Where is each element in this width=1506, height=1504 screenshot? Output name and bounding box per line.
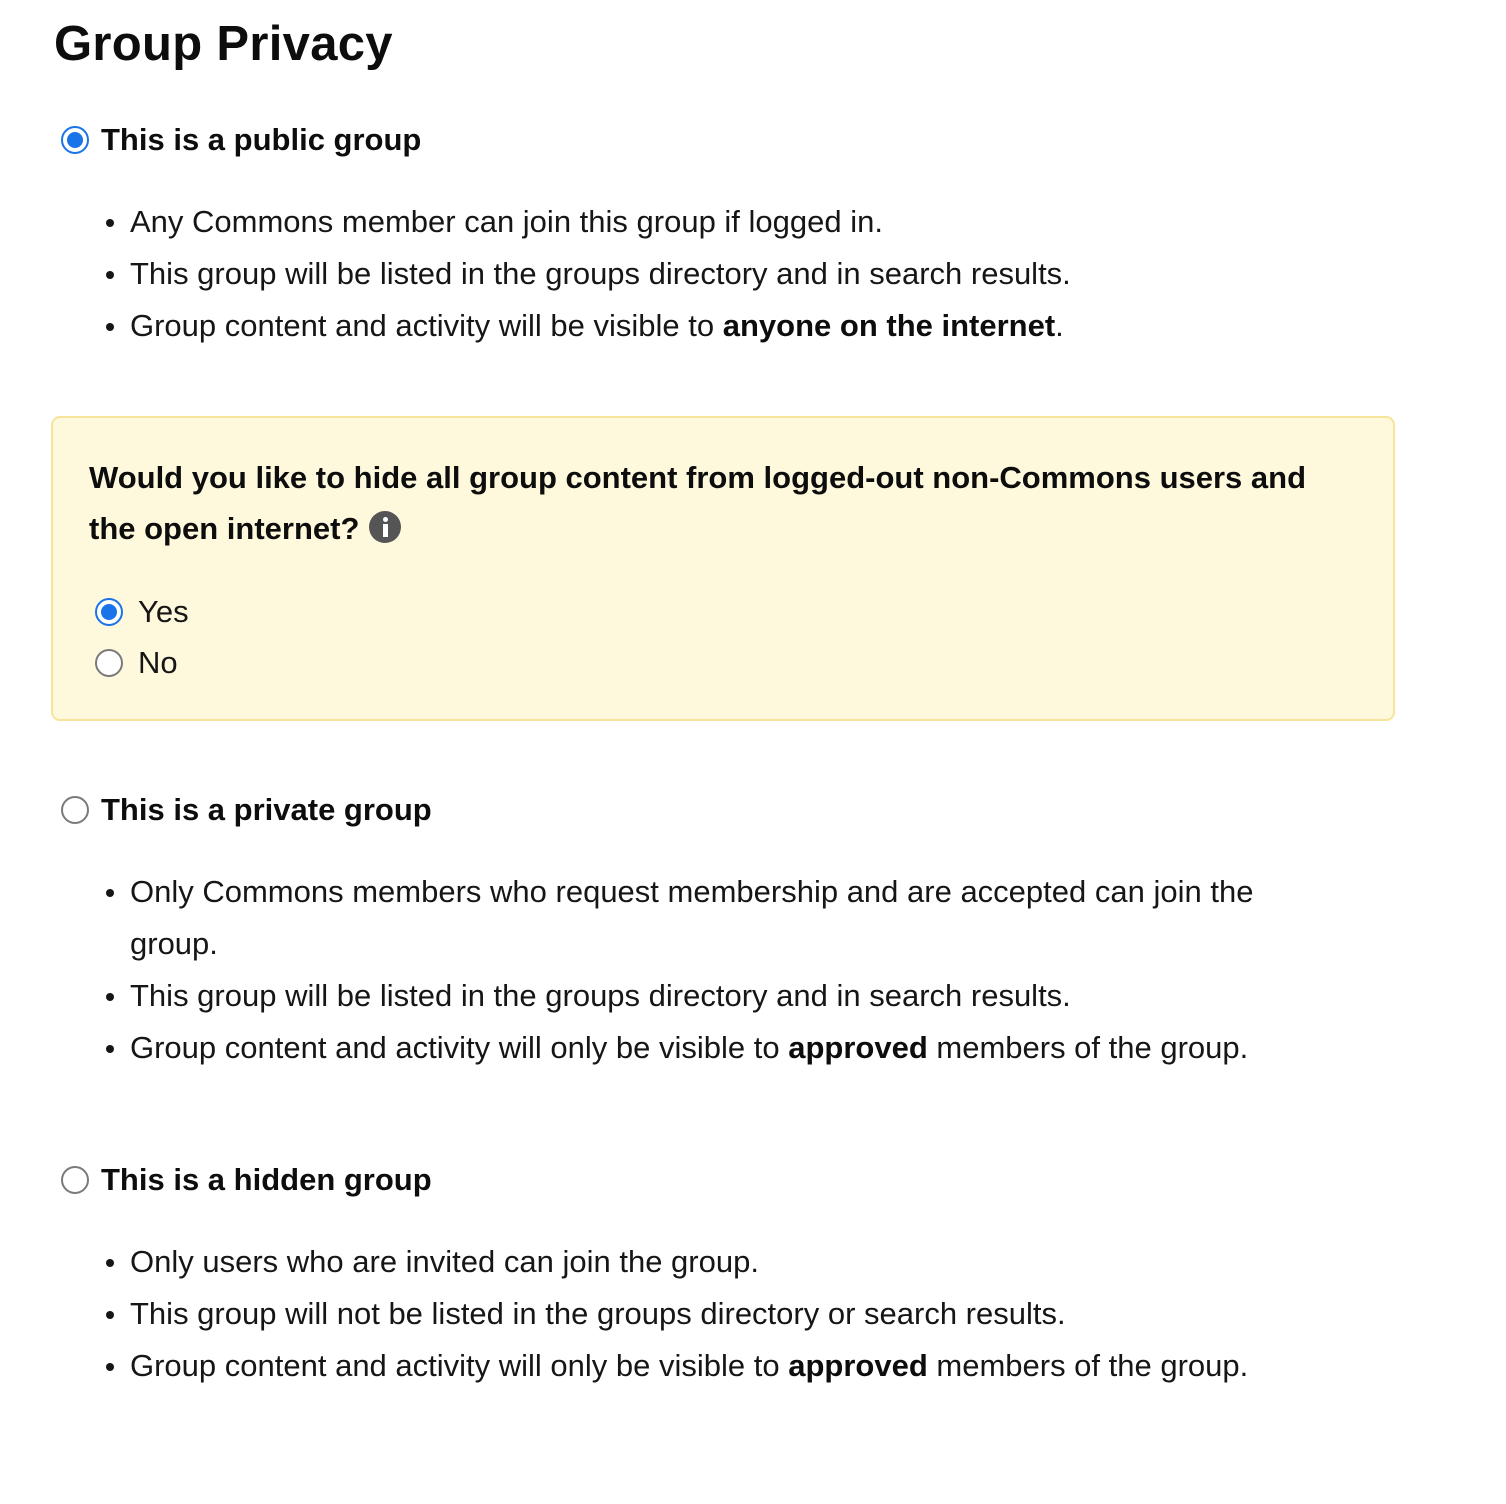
hide-content-yes-option[interactable] — [95, 592, 189, 632]
private-group-radio[interactable] — [61, 796, 89, 824]
private-group-option — [54, 786, 1414, 834]
list-item — [102, 1340, 1332, 1392]
list-item-text: Group content and activity will only be visible to — [130, 1030, 789, 1065]
list-item-emphasis: approved — [788, 1348, 928, 1383]
hide-content-notice — [51, 416, 1395, 721]
private-group-details — [102, 866, 1332, 1074]
list-item: This group will not be listed in the groups directory or search results. — [102, 1288, 1332, 1340]
list-item — [102, 300, 1332, 352]
list-item-text: Group content and activity will only be visible to — [130, 1348, 789, 1383]
public-group-details — [102, 196, 1332, 352]
list-item-text: members of the group. — [927, 1030, 1249, 1065]
hidden-group-radio-row[interactable] — [54, 1156, 1414, 1204]
info-icon[interactable] — [369, 511, 401, 543]
list-item: Any Commons member can join this group if logged in. — [102, 196, 1332, 248]
hide-content-no-label: No — [138, 645, 178, 680]
list-item: This group will be listed in the groups directory and in search results. — [102, 970, 1332, 1022]
list-item-emphasis: anyone on the internet — [722, 308, 1056, 343]
list-item-text: . — [1055, 308, 1064, 343]
list-item-text: Group content and activity will be visible to — [130, 308, 723, 343]
public-group-radio-row[interactable] — [54, 116, 1414, 164]
group-privacy-settings — [54, 14, 1414, 1383]
list-item: Only users who are invited can join the group. — [102, 1236, 1332, 1288]
hide-content-no-radio[interactable] — [95, 649, 123, 677]
page-title: Group Privacy — [54, 17, 393, 71]
hidden-group-details — [102, 1236, 1332, 1392]
private-group-label: This is a private group — [101, 792, 432, 827]
hide-content-question-text: Would you like to hide all group content from logged-out non-Commons users and the open internet? — [89, 460, 1307, 546]
private-group-radio-row[interactable] — [54, 786, 1414, 834]
list-item-text: members of the group. — [927, 1348, 1249, 1383]
list-item: Only Commons members who request membership and are accepted can join the group. — [102, 866, 1332, 970]
hide-content-question — [89, 452, 1329, 554]
hidden-group-option — [54, 1156, 1414, 1204]
list-item: This group will be listed in the groups directory and in search results. — [102, 248, 1332, 300]
hide-content-yes-label: Yes — [138, 594, 189, 629]
public-group-label: This is a public group — [101, 122, 422, 157]
hide-content-no-option[interactable] — [95, 643, 178, 683]
public-group-radio[interactable] — [61, 126, 89, 154]
public-group-option — [54, 116, 1414, 164]
hidden-group-label: This is a hidden group — [101, 1162, 432, 1197]
hide-content-yes-radio[interactable] — [95, 598, 123, 626]
hidden-group-radio[interactable] — [61, 1166, 89, 1194]
list-item — [102, 1022, 1332, 1074]
list-item-emphasis: approved — [788, 1030, 928, 1065]
